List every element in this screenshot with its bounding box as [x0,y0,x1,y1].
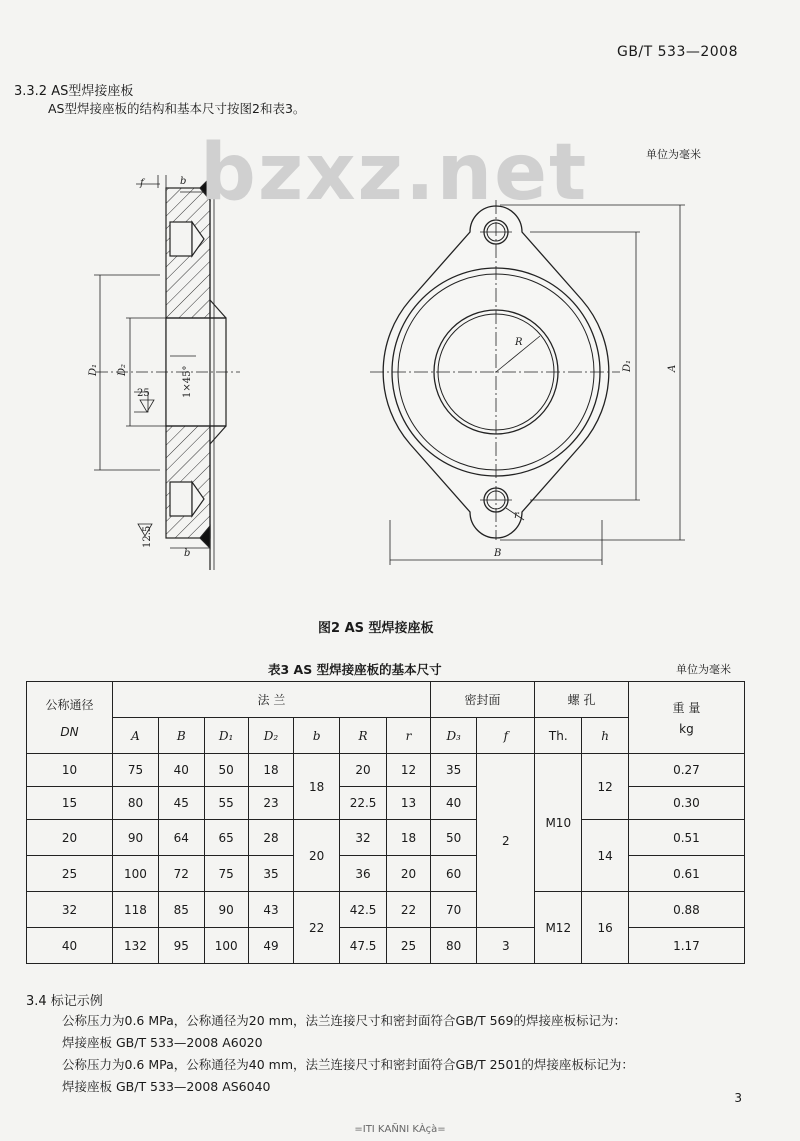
cell-d3: 80 [430,928,477,964]
header-bolt: 螺 孔 [535,682,629,718]
marking-example-1: 公称压力为0.6 MPa，公称通径为20 mm，法兰连接尺寸和密封面符合GB/T 569的焊接座板标记为： [62,1013,626,1028]
cell-d1: 100 [204,928,248,964]
cell-r-upper: 32 [340,820,387,856]
cell-th: M12 [535,892,582,964]
cell-r-upper: 42.5 [340,892,387,928]
table-row [27,754,745,787]
header-b-lower: b [294,718,340,754]
label-r-small: r [514,510,519,521]
cell-a: 132 [112,928,158,964]
label-d1-right: D₁ [622,359,633,372]
cell-dn: 40 [27,928,113,964]
marking-example-2: 公称压力为0.6 MPa，公称通径为40 mm，法兰连接尺寸和密封面符合GB/T 2501的焊接座板标记为： [62,1057,634,1072]
cell-d1: 90 [204,892,248,928]
cell-r-upper: 20 [340,754,387,787]
cell-a: 90 [112,820,158,856]
label-chamfer: 1×45° [182,365,193,398]
label-d1-left: D₁ [88,363,99,376]
section-heading-332: 3.3.2 AS型焊接座板 [14,84,134,99]
dimensions-table [26,681,745,964]
header-weight [628,682,744,754]
table-row [27,892,745,928]
header-th: Th. [535,718,582,754]
section-view [94,170,240,570]
cell-d2: 18 [248,754,294,787]
section-heading-34: 3.4 标记示例 [26,994,103,1009]
label-weld-25: 25 [137,388,150,399]
cell-a: 75 [112,754,158,787]
cell-b-upper: 85 [158,892,204,928]
figure-unit-note: 单位为毫米 [646,148,701,161]
marking-designation-1: 焊接座板 GB/T 533—2008 A6020 [62,1035,263,1050]
watermark: bzxz.net [200,128,589,218]
cell-r-lower: 25 [387,928,431,964]
header-flange: 法 兰 [112,682,430,718]
label-a: A [667,364,678,372]
cell-r-lower: 13 [387,787,431,820]
cell-d2: 35 [248,856,294,892]
cell-th: M10 [535,754,582,892]
label-r: R [515,337,523,348]
cell-r-upper: 36 [340,856,387,892]
section-332-body: AS型焊接座板的结构和基本尺寸按图2和表3。 [48,101,306,116]
header-d2: D₂ [248,718,294,754]
label-b-width: B [494,548,502,559]
label-b-top: b [180,176,187,187]
cell-weight: 1.17 [628,928,744,964]
cell-r-lower: 18 [387,820,431,856]
figure-caption: 图2 AS 型焊接座板 [318,621,434,636]
marking-designation-2: 焊接座板 GB/T 533—2008 AS6040 [62,1079,271,1094]
table-row [27,820,745,856]
cell-a: 118 [112,892,158,928]
cell-b-upper: 95 [158,928,204,964]
header-weight-label: 重 量 [672,701,701,715]
header-d3: D₃ [430,718,477,754]
cell-h: 14 [582,820,629,892]
table-unit-note: 单位为毫米 [676,663,731,676]
table-row [27,856,745,892]
cell-r-lower: 22 [387,892,431,928]
cell-dn: 32 [27,892,113,928]
header-dn [27,682,113,754]
cell-d1: 65 [204,820,248,856]
cell-b-upper: 40 [158,754,204,787]
cell-weight: 0.88 [628,892,744,928]
cell-d3: 60 [430,856,477,892]
cell-d1: 75 [204,856,248,892]
header-a: A [112,718,158,754]
cell-d3: 50 [430,820,477,856]
footer-text: =ΙΤΙ ΚΑÑΝΙ ΚÀçà= [354,1124,446,1135]
label-d2: D₂ [117,363,128,376]
header-r-lower: r [387,718,431,754]
cell-d3: 70 [430,892,477,928]
cell-r-lower: 20 [387,856,431,892]
cell-a: 80 [112,787,158,820]
cell-h: 12 [582,754,629,820]
header-seal: 密封面 [430,682,534,718]
cell-d2: 23 [248,787,294,820]
cell-dn: 10 [27,754,113,787]
plan-view [370,200,685,565]
cell-f: 3 [477,928,535,964]
cell-weight: 0.51 [628,820,744,856]
cell-r-upper: 22.5 [340,787,387,820]
label-f: f [140,178,144,189]
header-b-upper: B [158,718,204,754]
cell-d2: 28 [248,820,294,856]
table-row [27,787,745,820]
cell-dn: 20 [27,820,113,856]
cell-r-upper: 47.5 [340,928,387,964]
cell-weight: 0.30 [628,787,744,820]
header-dn-bottom: DN [60,725,79,739]
cell-dn: 15 [27,787,113,820]
cell-d2: 43 [248,892,294,928]
label-weld-12-5: 12.5 [142,525,153,548]
cell-r-lower: 12 [387,754,431,787]
cell-b-upper: 72 [158,856,204,892]
header-d1: D₁ [204,718,248,754]
table-caption: 表3 AS 型焊接座板的基本尺寸 [268,662,442,677]
cell-d1: 55 [204,787,248,820]
cell-dn: 25 [27,856,113,892]
cell-h: 16 [582,892,629,964]
standard-code: GB/T 533—2008 [616,44,738,60]
label-b-bottom: b [184,548,191,559]
cell-f: 2 [477,754,535,928]
table-header-row-1 [27,682,745,718]
cell-d3: 35 [430,754,477,787]
cell-weight: 0.27 [628,754,744,787]
cell-b-upper: 64 [158,820,204,856]
cell-d3: 40 [430,787,477,820]
header-weight-unit: kg [679,722,694,736]
page-number: 3 [734,1091,742,1105]
cell-weight: 0.61 [628,856,744,892]
cell-b-lower: 22 [294,892,340,964]
cell-a: 100 [112,856,158,892]
header-f: f [477,718,535,754]
cell-b-lower: 18 [294,754,340,820]
cell-d1: 50 [204,754,248,787]
header-h: h [582,718,629,754]
cell-d2: 49 [248,928,294,964]
header-r-upper: R [340,718,387,754]
cell-b-lower: 20 [294,820,340,892]
header-dn-top: 公称通径 [45,698,94,712]
table-row [27,928,745,964]
cell-b-upper: 45 [158,787,204,820]
